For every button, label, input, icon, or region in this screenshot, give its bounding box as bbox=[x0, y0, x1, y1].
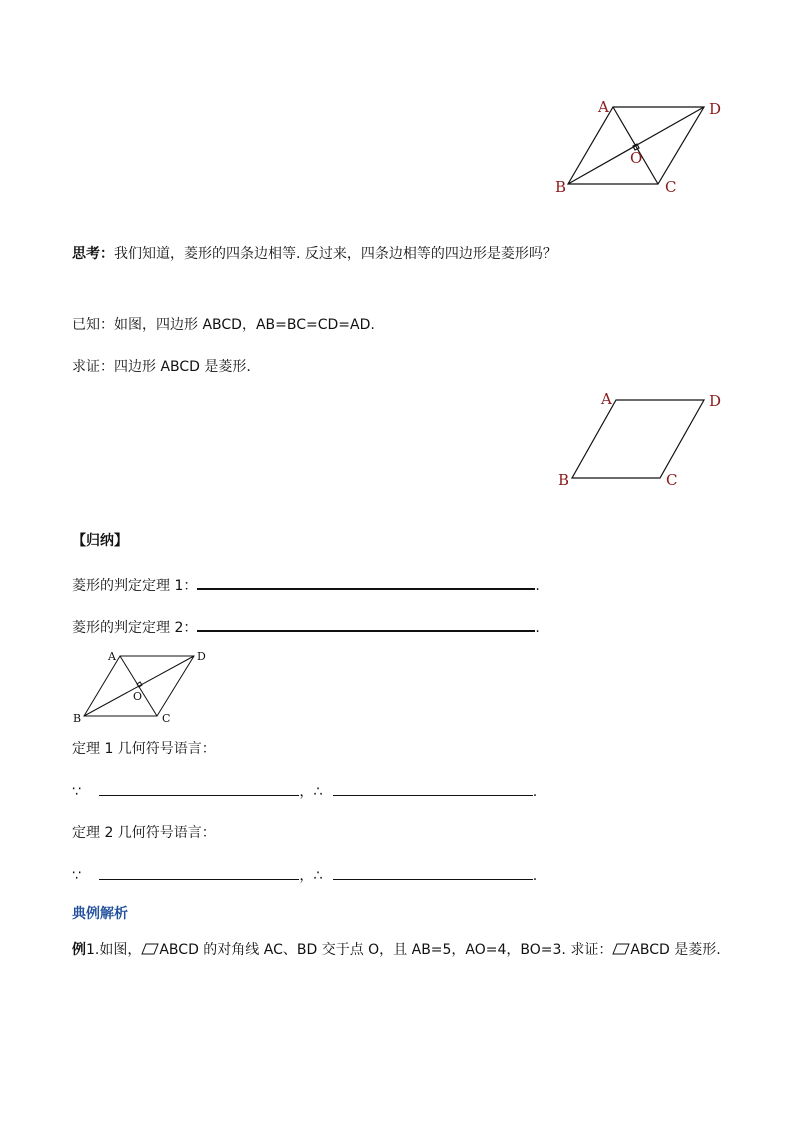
line-end: . bbox=[532, 784, 538, 800]
theorem-2-label: 菱形的判定定理 2： bbox=[72, 620, 198, 636]
example-1 bbox=[72, 939, 721, 959]
vertex-label-a: A bbox=[598, 98, 609, 116]
theorem-1-label: 菱形的判定定理 1： bbox=[72, 578, 198, 594]
vertex-label-c: C bbox=[665, 178, 677, 196]
summary-heading: 【归纳】 bbox=[72, 533, 128, 549]
vertex-label-b: B bbox=[558, 471, 570, 489]
because-symbol: ∵ bbox=[72, 868, 81, 884]
vertex-label-a: A bbox=[108, 650, 116, 663]
theorem-2-therefore-blank[interactable] bbox=[333, 867, 533, 880]
because-symbol: ∵ bbox=[72, 784, 81, 800]
parallelogram-icon bbox=[141, 943, 159, 955]
theorem-1-symbolic-label: 定理 1 几何符号语言： bbox=[72, 741, 216, 757]
line-end: . bbox=[532, 868, 538, 884]
vertex-label-d: D bbox=[709, 392, 722, 410]
vertex-label-d: D bbox=[709, 100, 722, 118]
vertex-label-c: C bbox=[162, 712, 171, 725]
therefore-symbol: ，∴ bbox=[299, 868, 323, 884]
center-label-o: O bbox=[630, 149, 643, 167]
theorem-2-symbolic-line bbox=[72, 865, 537, 885]
theorem-2-symbolic-label: 定理 2 几何符号语言： bbox=[72, 825, 216, 841]
prove-statement: 求证：四边形 ABCD 是菱形. bbox=[72, 359, 251, 375]
theorem-1-symbolic-line bbox=[72, 781, 537, 801]
vertex-label-b: B bbox=[555, 178, 567, 196]
think-label: 思考： bbox=[72, 246, 114, 262]
example-1-intro: 1.如图， bbox=[86, 942, 142, 958]
vertex-label-a: A bbox=[601, 390, 612, 408]
theorem-1-because-blank[interactable] bbox=[99, 783, 299, 796]
examples-heading: 典例解析 bbox=[72, 906, 128, 922]
theorem-1-therefore-blank[interactable] bbox=[333, 783, 533, 796]
think-text: 我们知道，菱形的四条边相等. 反过来，四条边相等的四边形是菱形吗？ bbox=[114, 246, 557, 262]
theorem-1-end: . bbox=[535, 578, 540, 594]
center-label-o: O bbox=[133, 690, 143, 703]
example-1-label: 例 bbox=[72, 942, 86, 958]
vertex-label-c: C bbox=[666, 471, 678, 489]
vertex-label-b: B bbox=[73, 712, 82, 725]
vertex-label-d: D bbox=[197, 650, 206, 663]
parallelogram-icon bbox=[612, 943, 630, 955]
given-statement: 已知：如图，四边形 ABCD，AB=BC=CD=AD. bbox=[72, 317, 375, 333]
theorem-2-end: . bbox=[535, 620, 540, 636]
example-1-conclusion: ABCD 是菱形. bbox=[630, 942, 721, 958]
theorem-2-because-blank[interactable] bbox=[99, 867, 299, 880]
therefore-symbol: ，∴ bbox=[299, 784, 323, 800]
example-1-body: ABCD 的对角线 AC、BD 交于点 O，且 AB=5，AO=4，BO=3. 求证： bbox=[159, 942, 613, 958]
